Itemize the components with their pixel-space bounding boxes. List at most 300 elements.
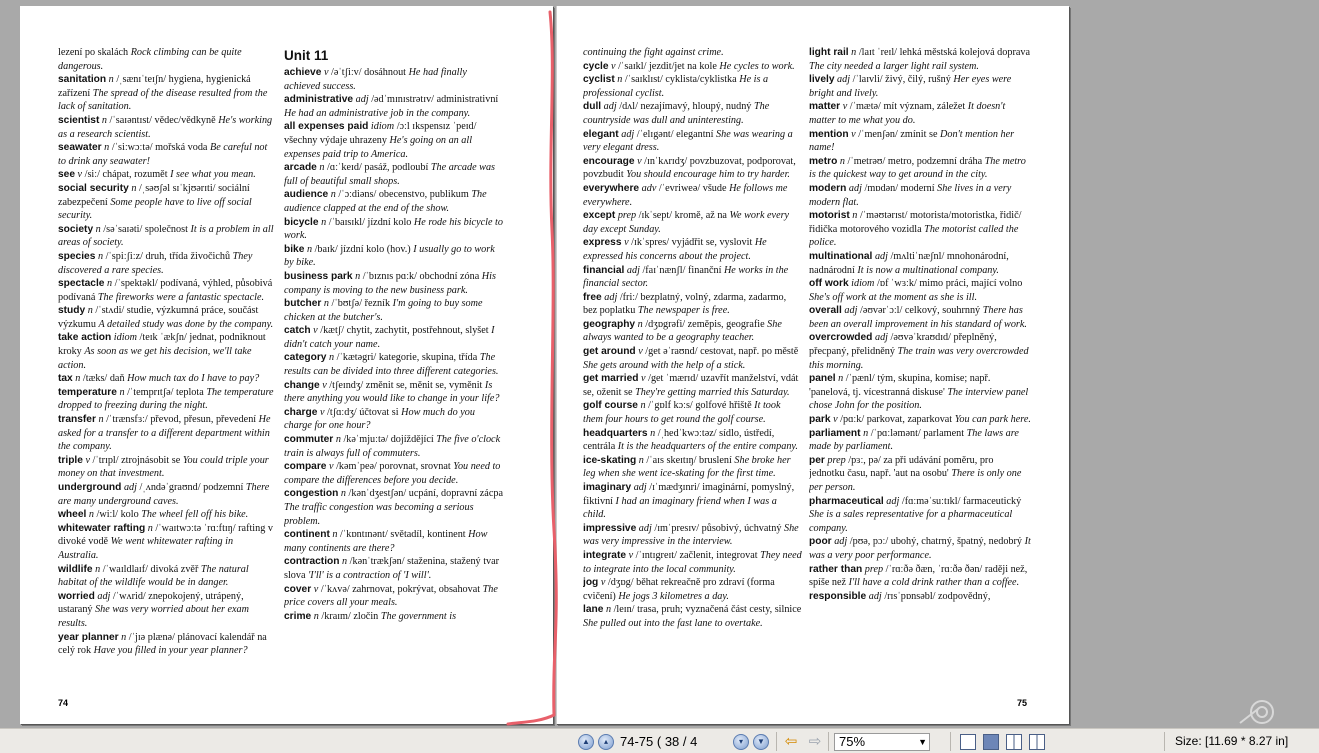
entry-pronunciation: /ˈtrænsfɜː/ [106,414,148,426]
entry-pronunciation: /leɪn/ [613,604,635,616]
entry-part-of-speech: adj [834,536,848,548]
entry-translation: parlament [923,427,965,439]
dictionary-entry [583,372,802,399]
entry-headword: all expenses paid [284,121,369,133]
entry-pronunciation: /ˈtemprɪtʃə/ [127,386,174,398]
entry-translation: znepokojený, utrápený, ustaraný [58,590,244,616]
dictionary-entry [284,216,504,243]
entry-translation: bezplatný, volný, zdarma, zadarmo, bez poplatku [583,291,787,317]
entry-headword: geography [583,318,636,330]
entry-example: She always wanted to be a geography teacher. [583,318,782,344]
entry-headword: whitewater rafting [58,522,146,534]
entry-headword: congestion [284,488,339,500]
dictionary-entry [583,427,802,454]
entry-pronunciation: /pɑːk/ [840,414,865,426]
entry-translation: vědec/vědkyně [154,114,216,126]
entry-translation: pasáž, podloubí [364,162,429,174]
dictionary-entry [58,114,274,141]
entry-pronunciation: /ədˈmɪnɪstrətɪv/ [371,94,435,106]
entry-example: She's off work at the moment as she is ill. [809,291,977,303]
entry-headword: worried [58,590,95,602]
entry-translation: změnit se, měnit se, vyměnit [365,379,483,391]
entry-part-of-speech: adj [621,128,635,140]
entry-example: The metro is the quickest way to get around in the city. [809,155,1026,181]
entry-part-of-speech: n [355,270,361,282]
dictionary-entry [58,277,274,304]
entry-pronunciation: /ˈwaɪtwɔːtə ˈrɑːftɪŋ/ [155,522,236,534]
entry-example: She broke her leg when she went ice-skating for the first time. [583,454,791,480]
entry-pronunciation: /get əˈraʊnd/ [645,346,698,358]
entry-pronunciation: /ˈbʊtʃə/ [331,298,363,310]
page-of: ( 38 / 4 [656,734,698,749]
entry-pronunciation: /əˈtʃiːv/ [331,67,362,78]
entry-part-of-speech: n [87,305,93,317]
entry-headword: business park [284,270,353,282]
entry-translation: metro, podzemní dráha [887,155,983,167]
entry-example: How many continents are there? [284,529,488,554]
entry-pronunciation: /ˈtrɪpl/ [92,454,119,466]
entry-headword: get married [583,373,639,385]
entry-headword: metro [809,155,838,167]
entry-part-of-speech: n [638,454,644,466]
entry-pronunciation: /ˈspiːʃiːz/ [105,250,143,262]
entry-part-of-speech: v [624,237,629,249]
entry-headword: cyclist [583,74,615,86]
entry-pronunciation: /kəmˈpeə/ [336,461,377,473]
entry-part-of-speech: v [842,101,848,113]
entry-example: We work every day except Sunday. [583,210,790,235]
dictionary-entry [809,413,1031,427]
entry-pronunciation: /tʃɑːdʒ/ [327,406,357,418]
entry-pronunciation: /ɪmˈpresɪv/ [654,522,700,534]
entry-example: The results can be divided into three different categories. [284,352,499,378]
dictionary-entry [809,535,1031,562]
entry-translation: ztrojnásobit se [121,454,181,466]
entry-translation: mít význam, záležet [883,101,966,113]
dictionary-entry [284,297,504,324]
entry-headword: crime [284,610,312,622]
entry-pronunciation: /ˈməʊtərɪst/ [859,210,908,222]
dictionary-entry [583,291,802,318]
entry-pronunciation: /ˈɪntɪgreɪt/ [635,549,677,561]
entry-part-of-speech: prep [827,454,846,466]
dictionary-entry [583,345,802,372]
entry-headword: elegant [583,128,619,140]
entry-part-of-speech: n [319,162,325,174]
entry-part-of-speech: adj [837,74,851,86]
dictionary-entry [284,433,504,460]
entry-translation: za při udávání poměru, pro jednotku času, např. 'aut na osobu' [809,454,994,480]
dictionary-entry [58,182,274,223]
dictionary-entry [809,209,1031,250]
dictionary-entry [583,155,802,182]
entry-pronunciation: /kənˈtrækʃən/ [349,556,405,568]
entry-headword: wheel [58,509,87,521]
entry-headword: express [583,237,622,249]
entry-translation: bruslení [699,454,732,466]
entry-example: He expressed his concerns about the project. [583,237,767,262]
entry-example: There has been an overall improvement in his standard of work. [809,305,1027,330]
entry-part-of-speech: n [95,223,101,235]
entry-translation: ucpání, dopravní zácpa [408,488,503,500]
entry-part-of-speech: adj [638,522,652,534]
entry-example: She was wearing a very elegant dress. [583,128,793,154]
entry-example: She gets around with the help of a stick. [583,359,746,371]
entry-headword: lively [809,74,835,86]
entry-translation: zodpovědný, [938,590,991,602]
entry-headword: administrative [284,94,354,106]
entry-example: The government is [380,610,457,622]
entry-pronunciation: /ɪnˈkʌrɪdʒ/ [644,155,688,167]
dictionary-entry [809,495,1031,536]
entry-headword: impressive [583,522,637,534]
dictionary-entry [583,46,802,60]
entry-part-of-speech: n [335,434,341,446]
entry-example: She pulled out into the fast lane to overtake. [583,617,763,629]
entry-pronunciation: /ˈwʌrid/ [112,590,146,602]
entry-example: Rock climbing can be quite dangerous. [58,47,242,72]
entry-part-of-speech: v [641,373,646,385]
entry-example: He cycles to work. [719,60,795,72]
dictionary-entry [809,372,1031,413]
dictionary-entry [284,528,504,555]
entry-example: His company is moving to the new business park. [284,270,496,296]
dictionary-entry [583,549,802,576]
dictionary-entry [58,250,274,277]
left-page-column-1 [58,46,274,696]
entry-pronunciation: /ˈspektəkl/ [114,278,158,290]
entry-pronunciation: /ˈlaɪvli/ [852,74,883,86]
entry-pronunciation: /səˈsaɪəti/ [103,223,143,235]
dictionary-entry [58,508,274,522]
entry-pronunciation: /laɪt ˈreɪl/ [858,47,898,58]
entry-headword: lane [583,604,604,616]
status-bar [0,728,1319,753]
entry-part-of-speech: v [611,60,616,72]
entry-pronunciation: /ˈstʌdi/ [95,305,125,317]
entry-translation: povzbuzovat, podporovat, povzbudit [583,155,796,181]
entry-translation: administrativní [436,94,499,106]
entry-translation: kolo [120,509,139,521]
entry-translation: porovnat, srovnat [379,461,451,473]
entry-headword: cover [284,583,312,595]
entry-headword: charge [284,406,318,418]
entry-example: Have you filled in your year planner? [93,645,248,657]
right-page-column-1 [583,46,802,696]
entry-pronunciation: /friː/ [619,291,638,303]
entry-pronunciation: /ˈpɑːləmənt/ [870,427,921,439]
entry-example: The temperature dropped to freezing during the night. [58,386,274,412]
entry-headword: contraction [284,556,340,568]
entry-pronunciation: /tæks/ [82,373,108,385]
dictionary-entry [809,155,1031,182]
entry-pronunciation: /ˌsəʊʃəl sɪˈkjʊərɪti/ [138,182,216,194]
first-page-icon[interactable]: ▲ [578,734,594,750]
entry-example: The spread of the disease resulted from the lack of sanitation. [58,87,268,113]
dictionary-entry [583,481,802,522]
facing-pages-view-icon[interactable] [983,734,999,750]
separator [828,732,829,751]
entry-translation: celkový, souhrnný [904,305,981,317]
forward-arrow-icon[interactable]: ⇨ [808,733,822,750]
entry-part-of-speech: n [121,631,127,643]
dictionary-entry [583,182,802,209]
dictionary-entry [284,555,504,582]
entry-pronunciation: /siː/ [84,169,100,181]
dictionary-entry [284,460,504,487]
entry-part-of-speech: n [98,414,104,426]
entry-pronunciation: /ɒf ˈwɜːk/ [876,278,917,290]
entry-translation: mimo práci, mající volno [919,278,1023,290]
entry-headword: tax [58,373,73,385]
dictionary-entry [809,331,1031,372]
entry-example: They discovered a rare species. [58,250,253,276]
entry-example: He is a professional cyclist. [583,74,769,99]
entry-pronunciation: /kætʃ/ [320,325,345,337]
entry-pronunciation: /ˌsænɪˈteɪʃn/ [116,74,167,86]
entry-part-of-speech: n [839,155,845,167]
entry-pronunciation: /ˈmenʃən/ [858,128,898,140]
entry-part-of-speech: n [119,386,125,398]
entry-headword: social security [58,182,129,194]
page-indicator[interactable] [620,733,720,751]
entry-example: He's working as a research scientist. [58,114,273,140]
entry-headword: wildlife [58,563,93,575]
right-page-column-2 [809,46,1031,696]
dictionary-entry [58,304,274,331]
entry-part-of-speech: v [851,128,856,140]
entry-part-of-speech: n [321,216,327,228]
entry-headword: per [809,454,825,466]
separator [950,732,951,751]
dictionary-entry [284,487,504,528]
dictionary-entry [809,73,1031,100]
entry-headword: butcher [284,298,322,310]
entry-example: I'll have a cold drink rather than a coffee. [848,577,1020,589]
entry-headword: achieve [284,67,322,78]
dictionary-entry [284,406,504,433]
entry-pronunciation: /kraɪm/ [321,610,351,622]
dictionary-entry [58,372,274,386]
entry-translation: teplota [176,386,204,398]
entry-headword: get around [583,346,636,358]
entry-pronunciation: /ˈɔːdiəns/ [338,189,377,201]
entry-translation: obchodní zóna [419,270,480,282]
dictionary-entry [58,454,274,481]
entry-translation: raději než, spíše než [809,563,1028,589]
entry-example: The natural habitat of the wildlife would be in danger. [58,563,249,589]
dictionary-entry [58,331,274,372]
dictionary-entry [583,318,802,345]
entry-pronunciation: /ɪkˈspres/ [631,237,670,249]
entry-example: He asked for a transfer to a different department within the company. [58,414,271,453]
entry-translation: moderní [900,182,935,194]
entry-translation: jízdní kolo [367,216,412,228]
entry-part-of-speech: n [838,373,844,385]
entry-example: The newspaper is free. [637,305,730,317]
entry-translation: řezník [364,298,391,310]
entry-headword: compare [284,461,327,473]
entry-pronunciation: /ˈkʌvə/ [320,583,350,595]
entry-pronunciation: /ˈmætə/ [849,101,881,113]
dictionary-entry [58,481,274,508]
entry-translation: lezení po skalách [58,47,129,58]
entry-headword: ice-skating [583,454,637,466]
entry-part-of-speech: v [638,346,643,358]
entry-pronunciation: /baɪk/ [314,243,338,255]
dictionary-entry [58,73,274,114]
entry-part-of-speech: adj [355,94,369,106]
entry-part-of-speech: adj [874,332,888,344]
single-page-view-icon[interactable] [960,734,976,750]
entry-translation: cestovat, např. po městě [700,346,799,358]
entry-pronunciation: /ˈsiːwɔːtə/ [111,142,153,154]
entry-part-of-speech: adj [97,590,111,602]
dictionary-entry [809,304,1031,331]
entry-part-of-speech: n [147,522,153,534]
dictionary-entry [58,563,274,590]
entry-translation: parkovat, zaparkovat [866,414,953,426]
zoom-select[interactable] [834,733,930,751]
entry-part-of-speech: prep [864,563,884,575]
entry-headword: matter [809,101,841,113]
entry-headword: golf course [583,400,638,412]
entry-translation: začlenit, integrovat [679,549,758,561]
entry-example: continuing the fight against crime. [583,47,724,58]
entry-translation: plánovací kalendář na celý rok [58,631,267,657]
entry-pronunciation: /ˈpænl/ [845,373,875,385]
entry-part-of-speech: n [313,610,319,622]
entry-part-of-speech: n [332,529,338,541]
entry-pronunciation: /pɜː, pə/ [848,454,881,466]
dictionary-entry [284,66,504,93]
entry-example: I'm going to buy some chicken at the butcher's. [284,298,483,323]
entry-part-of-speech: n [131,182,137,194]
entry-pronunciation: /kənˈdʒestʃən/ [348,488,407,500]
entry-part-of-speech: idiom [370,121,395,133]
entry-headword: catch [284,325,311,337]
entry-part-of-speech: adj [874,250,888,262]
entry-translation: společnost [144,223,188,235]
entry-pronunciation: /dʒɒg/ [607,577,634,589]
entry-part-of-speech: n [340,488,346,500]
page-74 [20,6,553,724]
entry-headword: underground [58,482,122,493]
entry-headword: financial [583,264,625,276]
dictionary-entry [284,324,504,351]
entry-part-of-speech: idiom [851,278,875,290]
entry-example: The wheel fell off his bike. [141,509,249,521]
entry-example: He follows me everywhere. [583,182,788,208]
chevron-down-icon: ▼ [918,737,927,747]
entry-example: The traffic congestion was becoming a serious problem. [284,502,474,527]
entry-part-of-speech: prep [617,210,637,222]
entry-part-of-speech: v [833,414,838,426]
entry-example: It took them four hours to get round the golf course. [583,400,781,426]
entry-headword: audience [284,189,329,201]
entry-translation: kromě, až na [674,210,727,222]
dictionary-entry [58,522,274,563]
entry-part-of-speech: n [104,142,110,154]
entry-translation: podzemní [203,482,244,493]
back-arrow-icon[interactable]: ⇦ [784,733,798,750]
entry-headword: multinational [809,250,873,262]
entry-pronunciation: /ˈkætəgri/ [336,352,377,364]
dictionary-entry [284,243,504,270]
unit-heading: Unit 11 [284,48,329,63]
entry-pronunciation: /ˈgɒlf kɔːs/ [648,400,693,412]
entry-translation: elegantní [676,128,714,140]
continuous-view-icon[interactable] [1006,734,1022,750]
entry-part-of-speech: n [605,604,612,616]
entry-translation: vyjádřit se, vyslovit [671,237,753,249]
entry-translation: sociální zabezpečení [58,182,250,208]
entry-example: How much do you charge for one hour? [284,406,475,432]
entry-translation: zeměpis, geografie [687,318,765,330]
entry-part-of-speech: adj [626,264,640,276]
entry-pronunciation: /ˈaɪs skeɪtɪŋ/ [646,454,697,466]
entry-example: You should encourage him to try harder. [626,169,790,181]
separator [776,732,777,751]
entry-pronunciation: /faɪˈnænʃl/ [642,264,686,276]
entry-headword: continent [284,529,330,541]
page-75 [556,6,1069,724]
entry-pronunciation: /wiːl/ [96,509,119,521]
entry-example: It is a problem in all areas of society. [58,223,274,249]
dictionary-entry [284,93,504,120]
entry-headword: society [58,223,94,235]
entry-example: There are many underground caves. [58,482,270,507]
entry-headword: bike [284,243,305,255]
entry-part-of-speech: n [650,427,656,439]
dictionary-entry [58,223,274,250]
continuous-facing-view-icon[interactable] [1029,734,1045,750]
entry-example: The interview panel chose John for the position. [809,386,1029,412]
dictionary-entry [583,100,802,127]
entry-headword: rather than [809,563,863,575]
entry-part-of-speech: adj [886,495,900,507]
entry-pronunciation: /ˈkɒntɪnənt/ [340,529,388,541]
entry-translation: všude [702,182,727,194]
entry-headword: take action [58,332,112,344]
entry-headword: category [284,352,327,364]
prev-page-icon[interactable]: ▴ [598,734,614,750]
entry-translation: podívaná, výhled, působivá podívaná [58,278,273,303]
dictionary-entry [284,583,504,610]
entry-part-of-speech: n [323,298,329,310]
entry-headword: scientist [58,114,100,126]
entry-translation: studie, výzkumná práce, součást výzkumu [58,305,259,330]
entry-headword: overall [809,305,842,317]
entry-part-of-speech: n [330,189,336,201]
entry-part-of-speech: n [851,47,857,58]
entry-translation: zmínit se [900,128,938,140]
entry-part-of-speech: v [85,454,90,466]
entry-headword: study [58,305,86,317]
dictionary-entry [583,209,802,236]
last-page-icon[interactable]: ▼ [753,734,769,750]
entry-example: He rode his bicycle to work. [284,216,503,242]
entry-headword: mention [809,128,849,140]
entry-translation: rafting v divoké vodě [58,522,273,548]
dictionary-entry [284,161,504,188]
entry-translation: chytit, zachytit, postřehnout, slyšet [346,325,489,337]
entry-translation: finanční [688,264,722,276]
entry-translation: dosáhnout [364,67,407,78]
page-range: 74-75 [620,734,654,749]
next-page-icon[interactable]: ▾ [733,734,749,750]
entry-example: The city needed a larger light rail system. [809,60,979,72]
